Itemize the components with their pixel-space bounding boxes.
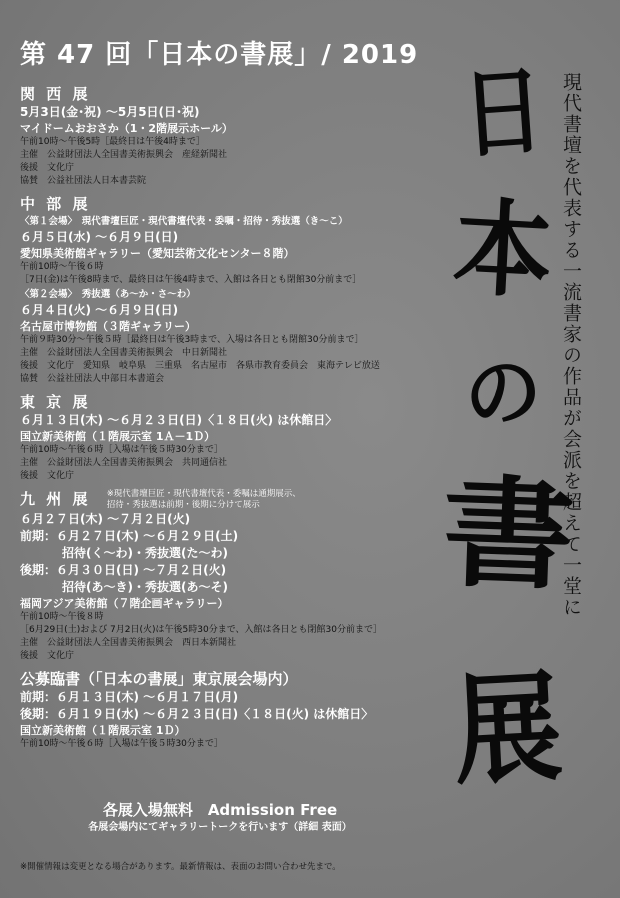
kyushu-early-sub: 招待(く～わ)・秀抜選(た～わ)	[62, 546, 228, 560]
kyushu-late-sub: 招待(あ～き)・秀抜選(あ～そ)	[62, 580, 228, 594]
koubo-section	[20, 669, 460, 751]
tokyo-support: 後援 文化庁	[20, 471, 75, 481]
koubo-hours: 午前10時～午後６時［入場は午後５時30分まで］	[20, 739, 223, 749]
chubu-venue1-note: ［7日(金)は午後8時まで、最終日は午後4時まで、入館は各日とも閉館30分前まで］	[20, 275, 362, 285]
koubo-heading: 公募臨書（「日本の書展」東京展会場内）	[20, 670, 298, 688]
kyushu-support: 後援 文化庁	[20, 651, 75, 661]
kansai-date: 5月3日(金･祝) ～5月5日(日･祝)	[20, 105, 200, 119]
kansai-support: 後援 文化庁	[20, 163, 75, 173]
vertical-tagline: 現代書壇を代表する一流書家の作品が会派を超えて一堂に	[560, 72, 582, 618]
admission-text: 各展入場無料 Admission Free	[102, 801, 338, 819]
kyushu-heading-row	[20, 489, 460, 511]
kyushu-note: ［6月29日(土)および 7月2日(火)は午後5時30分まで、入館は各日とも閉館30分前まで］	[20, 625, 382, 635]
kyushu-hours: 午前10時～午後８時	[20, 612, 104, 622]
page-title: 第 47 回「日本の書展」/ 2019	[20, 40, 419, 70]
kyushu-organizer: 主催 公益財団法人全国書美術振興会 西日本新聞社	[20, 638, 237, 648]
kyushu-late: 後期：６月３０日(日) ～７月２日(火)	[20, 563, 227, 577]
chubu-organizer: 主催 公益財団法人全国書美術振興会 中日新聞社	[20, 348, 228, 358]
kyushu-early: 前期：６月２７日(木) ～６月２９日(土)	[20, 529, 239, 543]
calligraphy-char-1: 日	[458, 53, 548, 172]
tokyo-hours: 午前10時～午後６時［入場は午後５時30分まで］	[20, 445, 223, 455]
kyushu-note2: 招待・秀抜選は前期・後期に分けて展示	[106, 500, 260, 510]
koubo-late: 後期：６月１９日(水) ～６月２３日(日)〈１８日(火) は休館日〉	[20, 707, 374, 721]
tokyo-date: ６月１３日(木) ～６月２３日(日)〈１８日(火) は休館日〉	[20, 413, 338, 427]
kyushu-heading: 九 州 展	[20, 490, 91, 508]
kyushu-note-block	[107, 489, 301, 511]
chubu-venue1-hours: 午前10時～午後６時	[20, 262, 104, 272]
chubu-venue1-label: 〈第１会場〉 現代書壇巨匠・現代書壇代表・委嘱・招待・秀抜選（き～こ）	[20, 216, 348, 227]
kansai-organizer: 主催 公益財団法人全国書美術振興会 産経新聞社	[20, 150, 228, 160]
chubu-venue2-name: 名古屋市博物館（３階ギャラリー）	[20, 320, 196, 333]
chubu-venue1-name: 愛知県美術館ギャラリー（愛知芸術文化センター８階）	[20, 247, 295, 260]
kyushu-section	[20, 489, 460, 663]
kansai-venue: マイドームおおさか（1・2階展示ホール）	[20, 122, 233, 135]
gallery-talk-text: 各展会場内にてギャラリートークを行います（詳細 表面）	[88, 822, 352, 833]
koubo-early: 前期：６月１３日(木) ～６月１７日(月)	[20, 690, 239, 704]
chubu-heading: 中 部 展	[20, 195, 91, 213]
chubu-cooperation: 協賛 公益社団法人中部日本書道会	[20, 374, 165, 384]
calligraphy-char-5: 展	[449, 656, 566, 803]
kyushu-note1: ※現代書壇巨匠・現代書壇代表・委嘱は通期展示、	[106, 489, 301, 499]
kyushu-venue: 福岡アジア美術館（７階企画ギャラリー）	[20, 597, 229, 610]
chubu-venue1-date: ６月５日(水) ～６月９日(日)	[20, 230, 179, 244]
admission-block	[0, 800, 440, 836]
tokyo-organizer: 主催 公益財団法人全国書美術振興会 共同通信社	[20, 458, 228, 468]
kansai-section	[20, 84, 460, 188]
calligraphy-char-4: 書	[440, 461, 577, 608]
schedule-column	[20, 84, 460, 757]
kansai-hours: 午前10時～午後5時［最終日は午後4時まで］	[20, 137, 205, 147]
footnote: ※開催情報は変更となる場合があります。最新情報は、表面のお問い合わせ先まで。	[20, 862, 341, 872]
chubu-venue2-date: ６月４日(火) ～６月９日(日)	[20, 303, 179, 317]
kyushu-date: ６月２７日(木) ～７月２日(火)	[20, 512, 191, 526]
koubo-venue: 国立新美術館（１階展示室 1Ｄ）	[20, 724, 186, 737]
tokyo-heading: 東 京 展	[20, 393, 91, 411]
chubu-support: 後援 文化庁 愛知県 岐阜県 三重県 名古屋市 各県市教育委員会 東海テレビ放送	[20, 361, 380, 371]
tokyo-section	[20, 392, 460, 483]
kansai-cooperation: 協賛 公益社団法人日本書芸院	[20, 176, 147, 186]
tokyo-venue: 国立新美術館（１階展示室 1Ａ－1Ｄ）	[20, 430, 216, 443]
chubu-venue2-label: 〈第２会場〉 秀抜選（あ～か・さ～わ）	[20, 289, 196, 300]
calligraphy-char-2: 本	[450, 185, 556, 314]
chubu-section	[20, 194, 460, 386]
kansai-heading: 関 西 展	[20, 85, 91, 103]
chubu-venue2-hours: 午前９時30分～午後５時［最終日は午後3時まで、入場は各日とも閉館30分前まで］	[20, 335, 364, 345]
calligraphy-char-3: の	[457, 343, 548, 444]
